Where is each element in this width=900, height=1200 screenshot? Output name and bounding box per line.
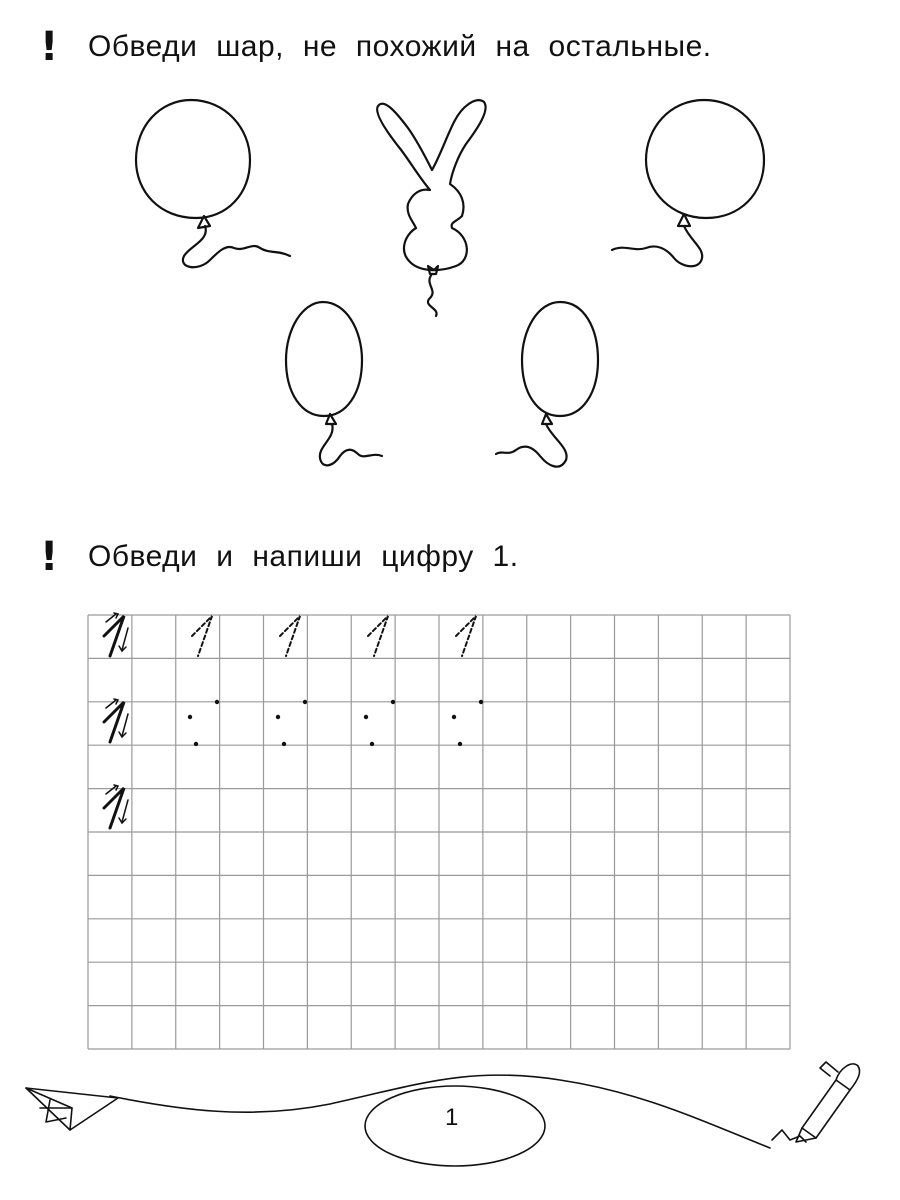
task-2-text: Обведи и напиши цифру 1. [88, 540, 519, 573]
task-1-text: Обведи шар, не похожий на остальные. [88, 30, 712, 63]
paper-plane-icon [26, 1088, 118, 1130]
page-number: 1 [445, 1104, 459, 1131]
exclamation-mark: ! [40, 24, 59, 70]
pen-icon [772, 1062, 860, 1142]
exclamation-mark: ! [40, 534, 59, 580]
